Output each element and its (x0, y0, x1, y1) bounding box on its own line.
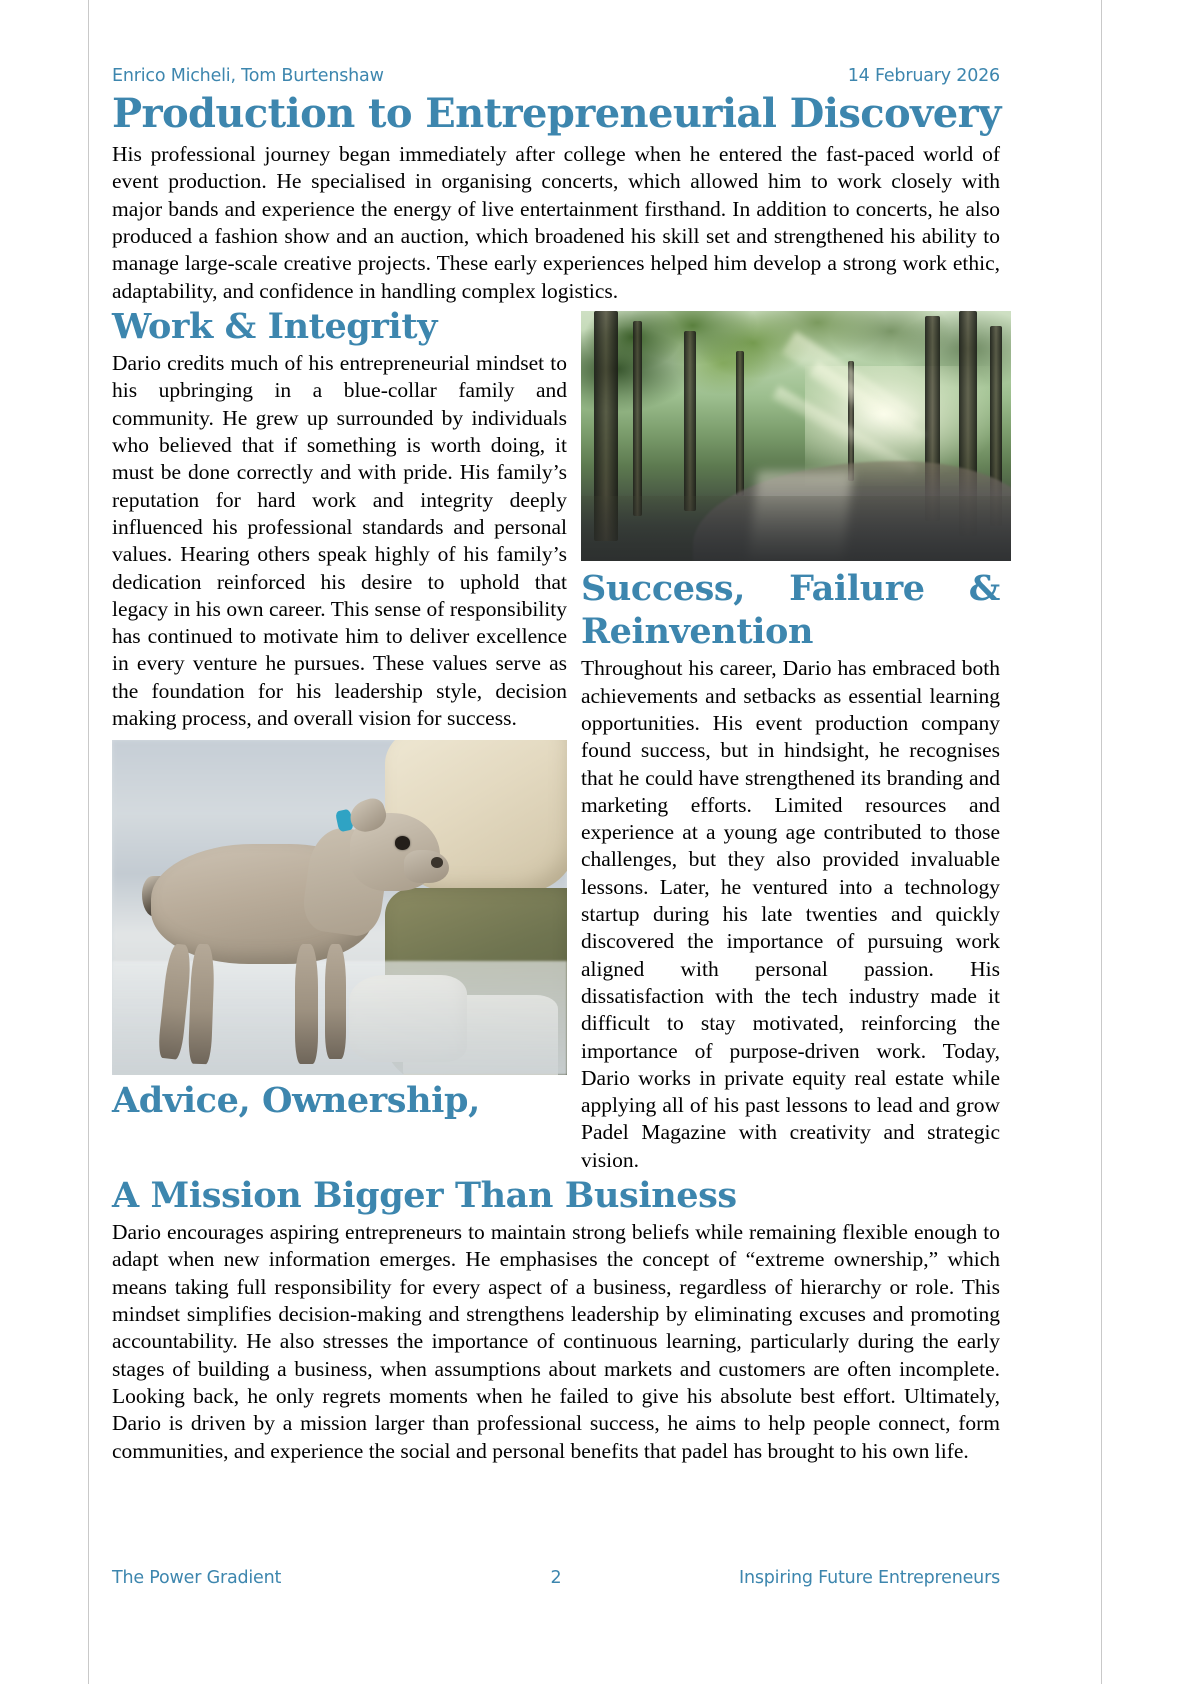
section-body-work-integrity: Dario credits much of his entrepreneurial mindset to his upbringing in a blue-collar family and community. He grew up surrounded by individuals who believed that if something is worth doing, it must be done correctly and with pride. His family’s reputation for hard work and integrity deeply influenced his professional standards and personal values. Hearing others speak highly of his family’s dedication reinforced his desire to uphold that legacy in his own career. This sense of responsibility has continued to motivate him to deliver excellence in every venture he pursues. These values serve as the foundation for his leadership style, decision making process, and overall vision for success. (112, 351, 567, 731)
section-heading-success-line1: Success, Failure & (581, 567, 1000, 609)
intro-paragraph: His professional journey began immediately after college when he entered the fast-paced world of event production. He specialised in organising concerts, which allowed him to work closely with major bands and experience the energy of live entertainment firsthand. In addition to concerts, he also produced a fashion show and an auction, which broadened his skill set and strengthened his ability to manage large-scale creative projects. These early experiences helped him develop a strong work ethic, adaptability, and confidence in handling complex logistics. (112, 142, 1000, 303)
section-body-success: Throughout his career, Dario has embraced both achievements and setbacks as essential learning opportunities. His event production company found success, but in hindsight, he recognises that he could have strengthened its branding and marketing efforts. Limited resources and experience at a young age contributed to those challenges, but they also provided invaluable lessons. Later, he ventured into a technology startup during his late twenties and quickly discovered the importance of pursuing work aligned with personal passion. His dissatisfaction with the tech industry made it difficult to stay motivated, reinforcing the importance of purpose-driven work. Today, Dario works in private equity real estate while applying all of his past lessons to lead and grow Padel Magazine with creativity and strategic vision. (581, 656, 1000, 1172)
running-head-date: 14 February 2026 (847, 66, 1000, 86)
article-title: Production to Entrepreneurial Discovery (112, 90, 1001, 137)
footer-page-number: 2 (550, 1568, 562, 1588)
section-heading-success-line2: Reinvention (581, 611, 814, 653)
running-head (112, 0, 1000, 86)
section-heading-advice-line1: Advice, Ownership, (112, 1080, 480, 1122)
section-heading-work-integrity: Work & Integrity (112, 305, 438, 347)
footer-tagline: Inspiring Future Entrepreneurs (739, 1568, 1000, 1588)
footer-publication: The Power Gradient (112, 1568, 282, 1588)
running-head-authors: Enrico Micheli, Tom Burtenshaw (112, 66, 384, 86)
forest-path-photo (581, 311, 1011, 561)
page-footer (112, 1568, 1000, 1588)
right-column (581, 305, 1000, 1174)
two-column-zone (112, 305, 1000, 1174)
goat-kid-photo (112, 740, 567, 1075)
page-rule-right (1101, 0, 1102, 1684)
left-column (112, 305, 567, 1125)
section-heading-advice-line2: A Mission Bigger Than Business (112, 1174, 737, 1216)
page-content (112, 0, 1000, 1465)
section-body-advice: Dario encourages aspiring entrepreneurs to maintain strong beliefs while remaining flexible enough to adapt when new information emerges. He emphasises the concept of “extreme ownership,” which means taking full responsibility for every aspect of a business, regardless of hierarchy or role. This mindset simplifies decision-making and strengthens leadership by eliminating excuses and promoting accountability. He also stresses the importance of continuous learning, particularly during the early stages of building a business, when assumptions about markets and customers are often incomplete. Looking back, he only regrets moments when he failed to give his absolute best effort. Ultimately, Dario is driven by a mission larger than professional success, he aims to help people connect, form communities, and experience the social and personal benefits that padel has brought to his own life. (112, 1220, 1000, 1463)
page-rule-left (88, 0, 89, 1684)
